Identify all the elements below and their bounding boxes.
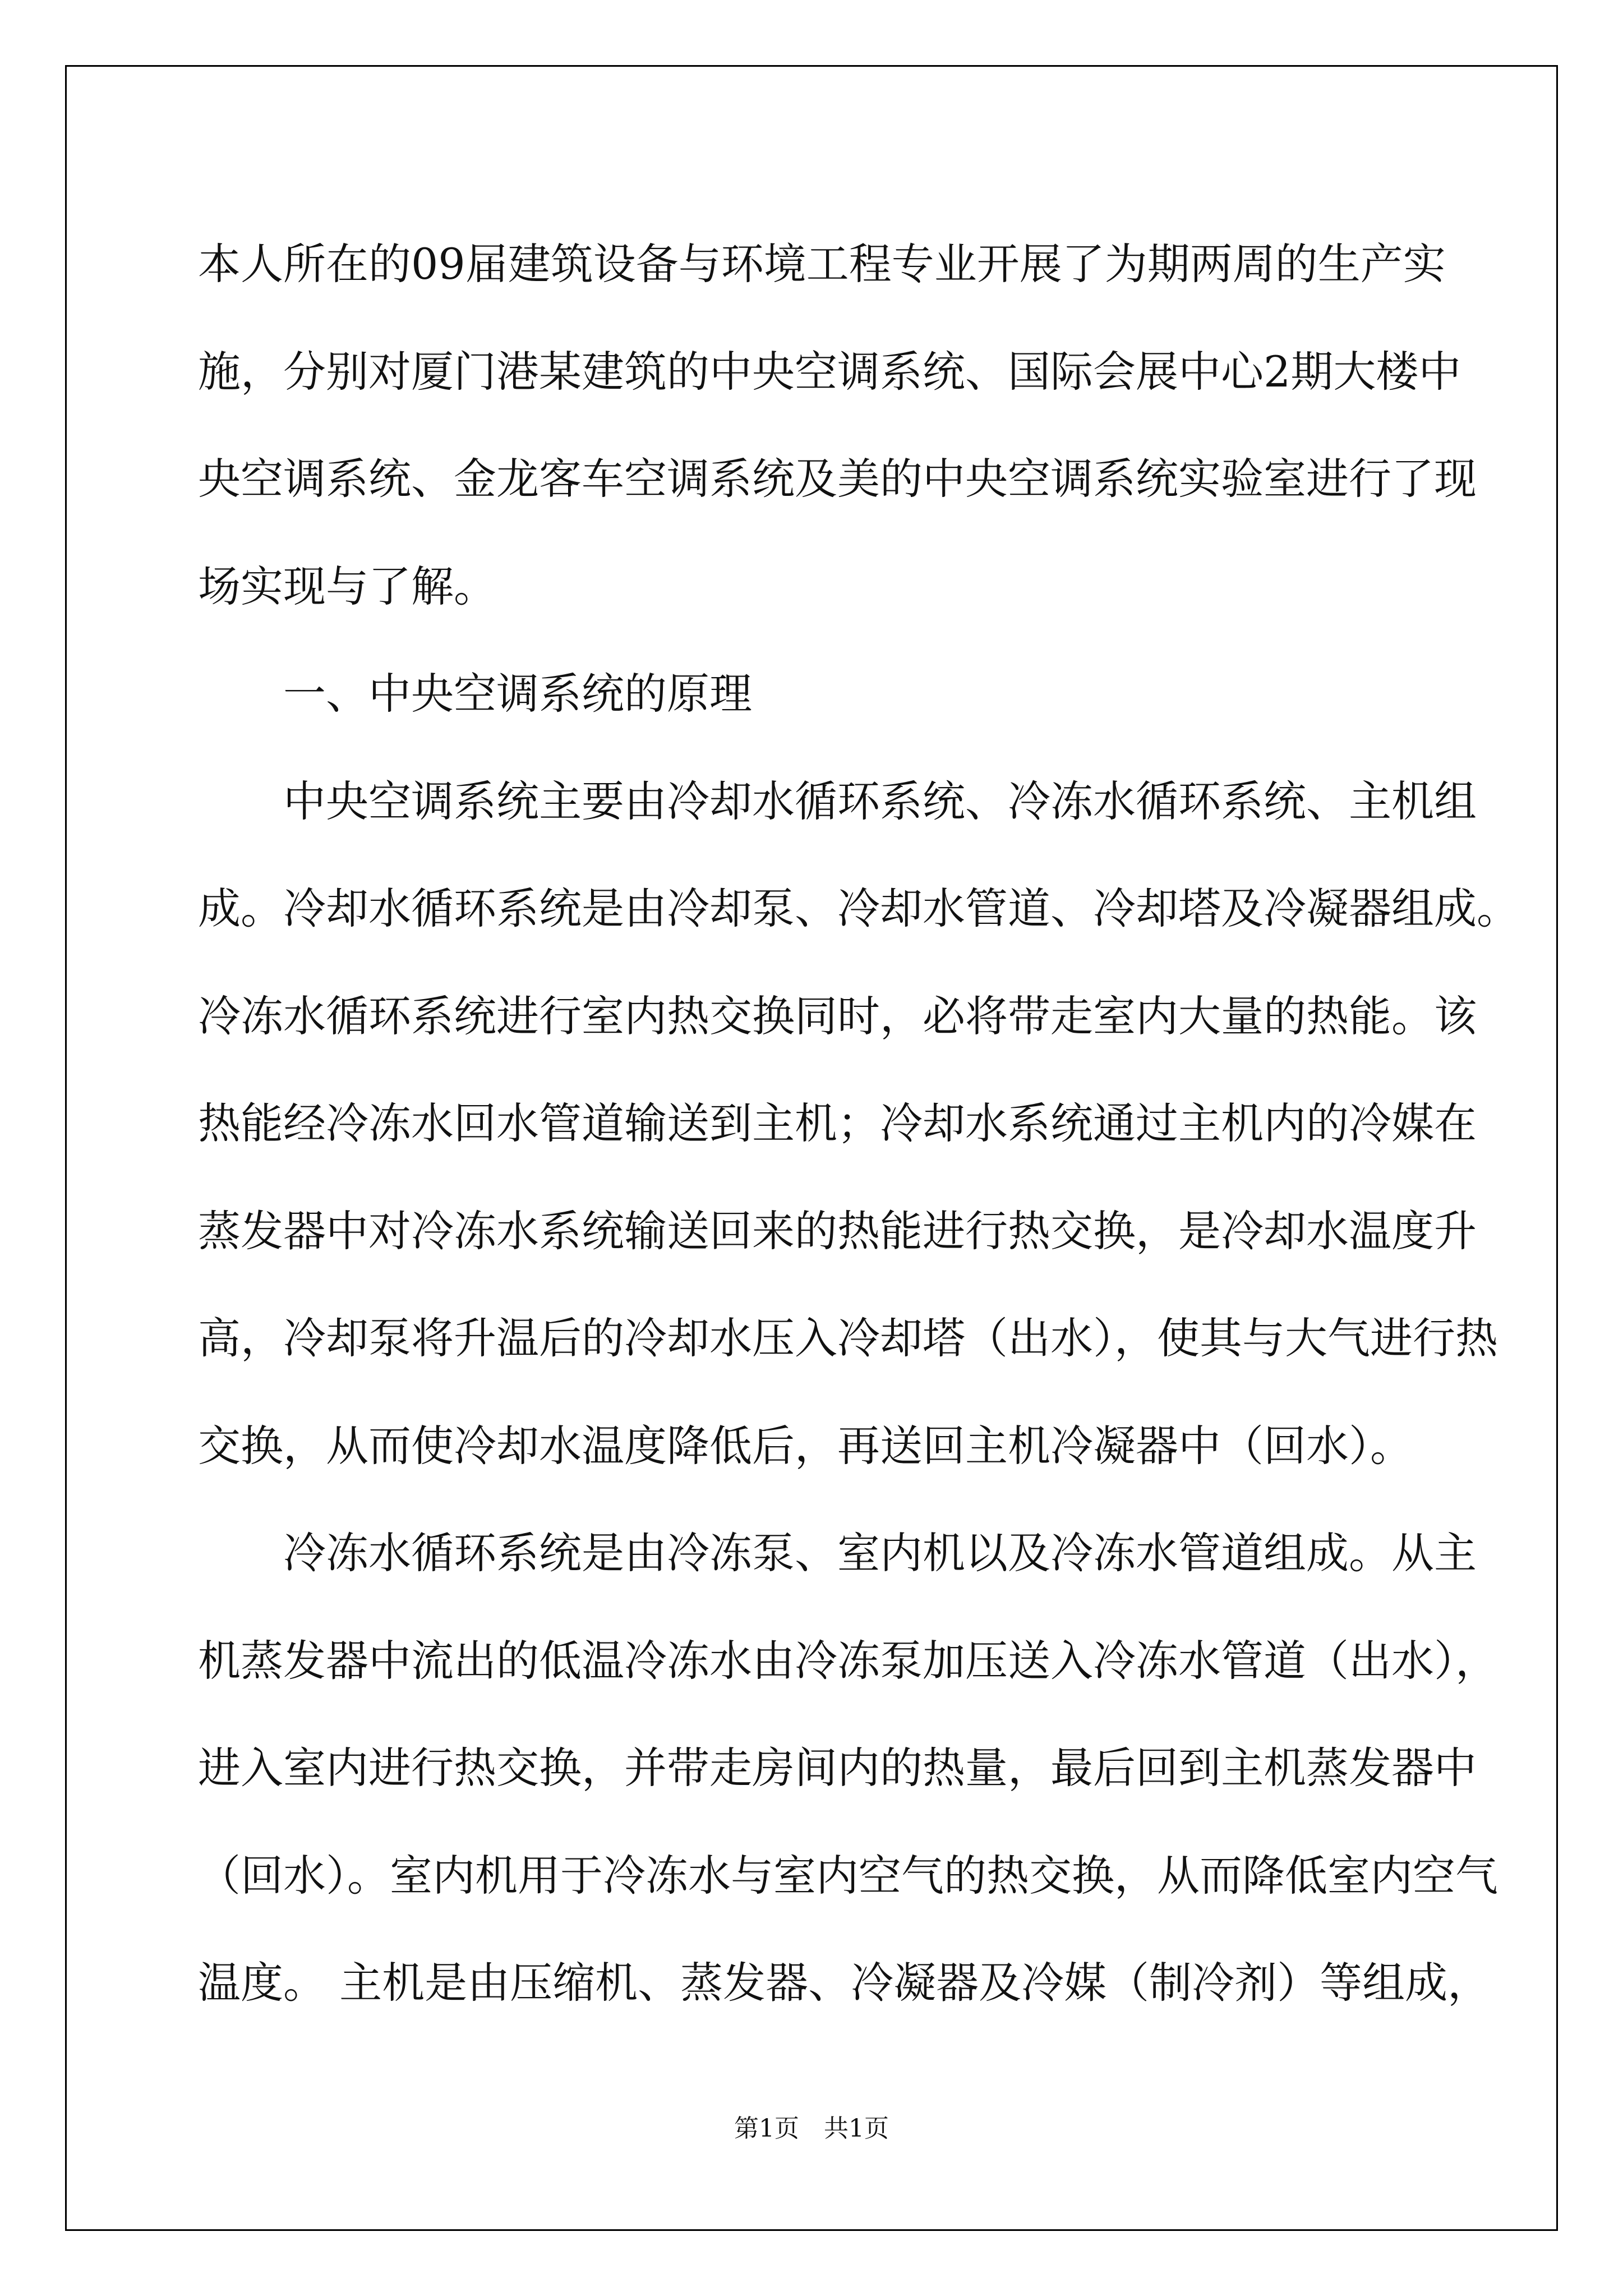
text-line: 热能经冷冻水回水管道输送到主机；冷却水系统通过主机内的冷媒在 xyxy=(198,1098,1477,1148)
text-line: 机蒸发器中流出的低温冷冻水由冷冻泵加压送入冷冻水管道（出水）， xyxy=(198,1635,1498,1686)
text-line: 本人所在的09届建筑设备与环境工程专业开展了为期两周的生产实 xyxy=(198,239,1446,289)
text-line: 交换，从而使冷却水温度降低后，再送回主机冷凝器中（回水）。 xyxy=(198,1420,1413,1471)
page-footer: 第1页 共1页 xyxy=(734,2114,889,2143)
text-line: 高，冷却泵将升温后的冷却水压入冷却塔（出水），使其与大气进行热 xyxy=(198,1313,1498,1363)
text-line: （回水）。室内机用于冷冻水与室内空气的热交换，从而降低室内空气 xyxy=(198,1850,1498,1901)
text-line: 场实现与了解。 xyxy=(198,561,496,611)
text-line: 中央空调系统主要由冷却水循环系统、冷冻水循环系统、主机组 xyxy=(283,776,1477,826)
text-line: 温度。 主机是由压缩机、蒸发器、冷凝器及冷媒（制冷剂）等组成， xyxy=(198,1958,1491,2008)
text-line: 成。冷却水循环系统是由冷却泵、冷却水管道、冷却塔及冷凝器组成。 xyxy=(198,884,1519,933)
text-line: 央空调系统、金龙客车空调系统及美的中央空调系统实验室进行了现 xyxy=(198,454,1477,504)
text-line: 冷冻水循环系统进行室内热交换同时，必将带走室内大量的热能。该 xyxy=(198,991,1477,1041)
text-line: 蒸发器中对冷冻水系统输送回来的热能进行热交换，是冷却水温度升 xyxy=(198,1205,1477,1256)
text-line: 进入室内进行热交换，并带走房间内的热量，最后回到主机蒸发器中 xyxy=(198,1743,1477,1793)
text-line: 施，分别对厦门港某建筑的中央空调系统、国际会展中心2期大楼中 xyxy=(198,346,1461,397)
document-body xyxy=(198,210,1519,2037)
text-line: 一、中央空调系统的原理 xyxy=(283,669,752,719)
text-line: 冷冻水循环系统是由冷冻泵、室内机以及冷冻水管道组成。从主 xyxy=(283,1528,1477,1578)
